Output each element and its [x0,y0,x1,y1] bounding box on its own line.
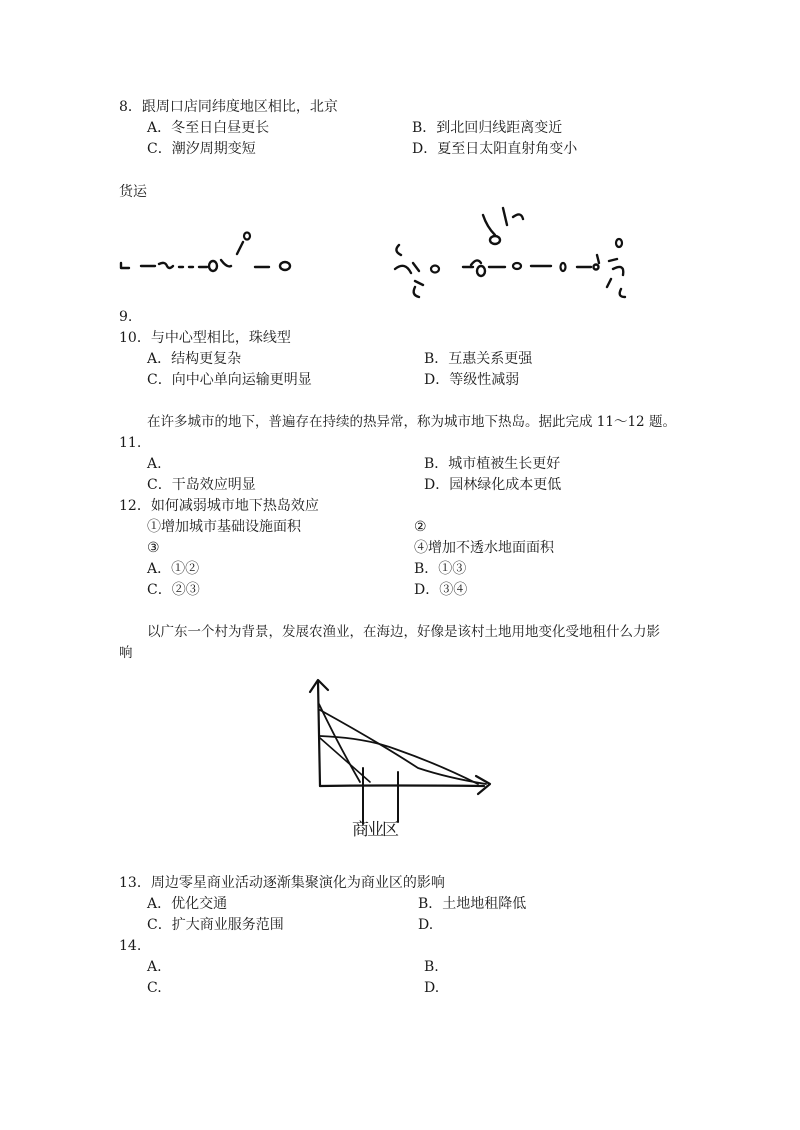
question-10-option-d: D．等级性减弱 [424,372,520,388]
bid-rent-sketch [308,672,508,842]
question-10-option-a: A．结构更复杂 [147,351,242,367]
question-8-option-c: C．潮汐周期变短 [147,141,256,157]
question-12-option-b: B．①③ [414,561,467,577]
question-12-item-2: ② [414,519,427,535]
question-12-option-c: C．②③ [147,582,200,598]
question-11-option-a: A. [147,456,162,472]
business-district-label: 商业区 [352,820,397,840]
question-11-option-d: D．园林绿化成本更低 [424,477,562,493]
question-10-option-b: B．互惠关系更强 [424,351,533,367]
question-14-option-b: B. [424,959,439,975]
freight-heading: 货运 [119,184,147,200]
question-13-option-b: B．土地地租降低 [418,896,527,912]
question-12-option-a: A．①② [147,561,200,577]
question-11-stem: 11. [119,435,142,451]
question-9-stem: 9. [119,309,133,325]
question-12-item-3: ③ [147,540,160,556]
intro-11-12: 在许多城市的地下，普遍存在持续的热异常，称为城市地下热岛。据此完成 11～12 题。 [147,414,676,430]
intro-13-14-line2: 响 [119,645,133,661]
sketch-center-network [385,205,645,305]
question-8-option-d: D．夏至日太阳直射角变小 [412,141,578,157]
question-8-stem: 8．跟周口店同纬度地区相比，北京 [119,99,338,115]
question-11-option-b: B．城市植被生长更好 [424,456,561,472]
question-10-stem: 10．与中心型相比，珠线型 [119,330,291,346]
question-8-option-b: B．到北回归线距离变近 [412,120,563,136]
question-13-option-a: A．优化交通 [147,896,228,912]
question-12-stem: 12．如何减弱城市地下热岛效应 [119,498,319,514]
question-14-stem: 14. [119,938,142,954]
question-8-option-a: A．冬至日白昼更长 [147,120,270,136]
question-12-item-1: ①增加城市基础设施面积 [147,519,301,535]
question-13-option-d: D. [418,917,434,933]
question-13-stem: 13．周边零星商业活动逐渐集聚演化为商业区的影响 [119,875,445,891]
question-12-item-4: ④增加不透水地面面积 [414,540,554,556]
question-13-option-c: C．扩大商业服务范围 [147,917,284,933]
question-12-option-d: D．③④ [414,582,468,598]
question-10-option-c: C．向中心单向运输更明显 [147,372,312,388]
sketch-line-network [115,226,315,286]
question-14-option-a: A. [147,959,162,975]
intro-13-14-line1: 以广东一个村为背景，发展农渔业，在海边，好像是该村土地用地变化受地租什么力影 [147,624,660,640]
question-14-option-d: D. [424,980,440,996]
question-11-option-c: C．干岛效应明显 [147,477,256,493]
question-14-option-c: C. [147,980,162,996]
